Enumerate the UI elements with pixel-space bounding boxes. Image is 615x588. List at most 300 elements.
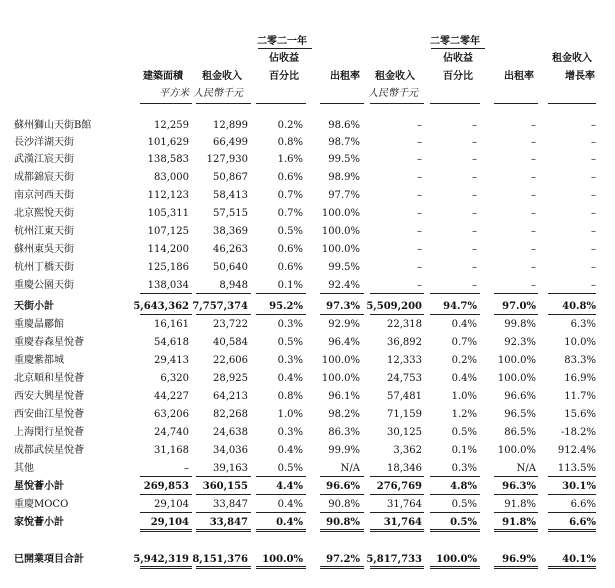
property-name-cell: 重慶MOCO [14,499,69,510]
subtotal-rule [320,494,364,495]
revenue-pct-cell: 0.8% [277,137,303,148]
subtotal-rule [370,476,424,477]
table-row [0,134,615,151]
gfa-cell: 114,200 [147,244,189,255]
occupancy-cell: 96.1% [328,391,360,402]
property-name-cell: 杭州江東天街 [14,226,74,237]
subtotal-rule [548,512,596,513]
gfa-cell: 29,413 [154,355,189,366]
header-year-2021: 二零二一年 [257,36,307,47]
header-rule-growth [548,103,596,104]
revenue-pct-2020-cell: – [472,226,477,237]
header-rental: 租金收入 [202,71,242,82]
table-row [0,406,615,423]
gfa-cell: 29,104 [154,499,189,510]
rental-cell: 57,515 [213,208,248,219]
rental-2020-cell: 22,318 [387,319,422,330]
property-name-cell: 已開業項目合計 [14,554,84,565]
property-name-cell: 杭州丁橋天街 [14,262,74,273]
total-double-rule [140,529,192,532]
revenue-pct-cell: 0.3% [277,427,303,438]
growth-cell: 6.6% [569,517,596,528]
occupancy-2020-cell: 96.5% [504,409,536,420]
revenue-pct-cell: 0.4% [277,499,303,510]
revenue-pct-2020-cell: 100.0% [436,554,477,565]
revenue-pct-cell: 0.2% [277,120,303,131]
revenue-pct-cell: 0.5% [277,337,303,348]
subtotal-rule [140,476,192,477]
total-double-rule [320,566,364,569]
header-rule-rent [196,103,251,104]
header-pct-line2: 百分比 [269,71,299,82]
revenue-pct-2020-cell: 0.5% [450,517,477,528]
total-double-rule [430,529,480,532]
rental-2020-cell: 30,125 [387,427,422,438]
revenue-pct-cell: 0.8% [277,391,303,402]
rental-cell: 66,499 [213,137,248,148]
table-row [0,316,615,333]
property-name-cell: 天街小計 [14,301,54,312]
gfa-cell: 269,853 [143,481,189,492]
total-double-rule [196,529,251,532]
revenue-pct-cell: 0.5% [277,226,303,237]
table-row [0,424,615,441]
subtotal-rule [196,476,251,477]
table-row [0,334,615,351]
subtotal-rule [140,512,192,513]
occupancy-2020-cell: – [531,244,536,255]
revenue-pct-2020-cell: 0.4% [451,319,477,330]
rental-2020-cell: 71,159 [387,409,422,420]
growth-cell: – [591,137,596,148]
table-row [0,298,615,315]
subtotal-rule [430,476,480,477]
revenue-pct-2020-cell: – [472,244,477,255]
header-rule-pct20 [430,103,480,104]
rental-2020-cell: 5,817,733 [366,554,422,565]
occupancy-2020-cell: 86.5% [504,427,536,438]
subtotal-rule [430,314,480,315]
revenue-pct-2020-cell: 0.1% [451,445,477,456]
subtotal-rule [140,314,192,315]
rental-cell: 7,757,374 [192,301,248,312]
growth-cell: 113.5% [557,463,596,474]
occupancy-2020-cell: 99.8% [504,319,536,330]
revenue-pct-2020-cell: 4.8% [450,481,477,492]
header-rule-rent20 [370,103,424,104]
gfa-cell: 44,227 [154,391,189,402]
rental-cell: 39,163 [213,463,248,474]
rental-cell: 8,948 [219,280,248,291]
rental-2020-cell: 31,764 [387,499,422,510]
growth-cell: 6.6% [570,499,596,510]
rental-cell: 46,263 [213,244,248,255]
header-rule-gfa [140,103,192,104]
revenue-pct-cell: 95.2% [269,301,303,312]
occupancy-cell: 97.2% [326,554,360,565]
table-row [0,277,615,294]
total-double-rule [370,566,424,569]
subtotal-rule [256,314,306,315]
occupancy-2020-cell: 91.8% [504,499,536,510]
occupancy-cell: 86.3% [328,427,360,438]
growth-cell: – [591,280,596,291]
total-double-rule [196,566,251,569]
rental-2020-cell: – [417,172,422,183]
total-double-rule [320,529,364,532]
rental-2020-cell: 5,509,200 [366,301,422,312]
occupancy-2020-cell: 96.9% [502,554,536,565]
subtotal-rule [256,293,306,294]
revenue-pct-cell: 0.7% [277,208,303,219]
occupancy-2020-cell: – [531,120,536,131]
rental-2020-cell: – [417,208,422,219]
revenue-pct-2020-cell: – [472,154,477,165]
rental-cell: 22,606 [213,355,248,366]
rental-2020-cell: 24,753 [387,373,422,384]
rental-cell: 360,155 [202,481,248,492]
subtotal-rule [494,314,538,315]
occupancy-2020-cell: 96.3% [502,481,536,492]
subtotal-rule [494,512,538,513]
revenue-pct-cell: 1.6% [277,154,303,165]
revenue-pct-cell: 0.4% [277,445,303,456]
property-name-cell: 蘇州東吳天街 [14,244,74,255]
revenue-pct-cell: 0.6% [277,244,303,255]
rental-cell: 33,847 [209,517,248,528]
revenue-pct-2020-cell: – [472,208,477,219]
property-name-cell: 西安曲江星悅薈 [14,409,84,420]
occupancy-cell: 100.0% [321,244,360,255]
occupancy-2020-cell: 91.8% [502,517,536,528]
occupancy-cell: 100.0% [321,208,360,219]
subtotal-rule [548,314,596,315]
occupancy-2020-cell: – [531,137,536,148]
occupancy-cell: 90.8% [328,499,360,510]
growth-cell: – [591,190,596,201]
revenue-pct-2020-cell: – [472,280,477,291]
occupancy-cell: 98.6% [328,120,360,131]
subtotal-rule [548,494,596,495]
revenue-pct-cell: 0.4% [276,517,303,528]
gfa-cell: 101,629 [147,137,189,148]
header-2021-rule [258,48,312,49]
rental-2020-cell: 31,764 [383,517,422,528]
property-name-cell: 北京順和星悅薈 [14,373,84,384]
table-row [0,205,615,222]
subtotal-rule [430,494,480,495]
rental-2020-cell: – [417,154,422,165]
property-name-cell: 北京熙悅天街 [14,208,74,219]
header-growth-line1: 租金收入 [552,53,592,64]
growth-cell: 16.9% [564,373,596,384]
revenue-pct-cell: 0.4% [277,373,303,384]
property-name-cell: 西安大興星悅薈 [14,391,84,402]
occupancy-2020-cell: – [531,262,536,273]
growth-cell: 912.4% [557,445,596,456]
revenue-pct-cell: 0.6% [277,172,303,183]
growth-cell: 30.1% [562,481,596,492]
property-name-cell: 成都武侯星悅薈 [14,445,84,456]
subtotal-rule [256,512,306,513]
rental-cell: 12,899 [213,120,248,131]
gfa-cell: 83,000 [154,172,189,183]
rental-2020-cell: 18,346 [387,463,422,474]
rental-2020-cell: 3,362 [393,445,422,456]
header-gfa: 建築面積 [143,71,183,82]
subtotal-rule [494,293,538,294]
property-name-cell: 家悅薈小計 [14,517,64,528]
revenue-pct-cell: 4.4% [276,481,303,492]
subtotal-rule [370,494,424,495]
total-double-rule [548,529,596,532]
subtotal-rule [430,512,480,513]
header-pct2020-line1: 佔收益 [443,53,473,64]
occupancy-cell: 100.0% [321,373,360,384]
occupancy-2020-cell: 100.0% [497,355,536,366]
rental-cell: 40,584 [213,337,248,348]
table-row [0,460,615,477]
rental-2020-cell: 57,481 [387,391,422,402]
revenue-pct-2020-cell: 0.3% [451,463,477,474]
table-row [0,388,615,405]
property-name-cell: 成都錦宸天街 [14,172,74,183]
occupancy-2020-cell: 100.0% [497,373,536,384]
rental-cell: 28,925 [213,373,248,384]
rental-2020-cell: – [417,262,422,273]
gfa-cell: 5,942,319 [133,554,189,565]
rental-cell: 33,847 [213,499,248,510]
revenue-pct-2020-cell: 0.5% [451,427,477,438]
occupancy-cell: 90.8% [326,517,360,528]
property-name-cell: 武漢江宸天街 [14,154,74,165]
subtotal-rule [370,512,424,513]
header-rental-2020: 租金收入 [375,71,415,82]
rental-cell: 23,722 [213,319,248,330]
occupancy-2020-cell: 97.0% [502,301,536,312]
revenue-pct-cell: 0.7% [277,190,303,201]
occupancy-cell: 99.5% [328,154,360,165]
table-row [0,117,615,134]
rental-cell: 82,268 [213,409,248,420]
subtotal-rule [320,314,364,315]
occupancy-cell: N/A [340,463,360,474]
gfa-cell: 29,104 [150,517,189,528]
rental-cell: 64,213 [213,391,248,402]
rental-2020-cell: 276,769 [376,481,422,492]
revenue-pct-cell: 100.0% [262,554,303,565]
growth-cell: 10.0% [564,337,596,348]
revenue-pct-2020-cell: 94.7% [443,301,477,312]
growth-cell: 15.6% [564,409,596,420]
header-rule-occ20 [494,103,538,104]
table-row [0,169,615,186]
header-year-2020: 二零二零年 [430,36,480,47]
occupancy-2020-cell: N/A [516,463,536,474]
growth-cell: – [591,154,596,165]
occupancy-cell: 97.3% [326,301,360,312]
growth-cell: 11.7% [564,391,596,402]
growth-cell: – [591,172,596,183]
rental-2020-cell: – [417,280,422,291]
occupancy-cell: 92.9% [328,319,360,330]
subtotal-rule [320,293,364,294]
unit-rmb-2020: 人民幣千元 [368,88,418,99]
revenue-pct-cell: 1.0% [277,409,303,420]
header-2020-rule [431,48,485,49]
table-row [0,223,615,240]
property-name-cell: 長沙洋湖天街 [14,137,74,148]
occupancy-2020-cell: – [531,208,536,219]
occupancy-cell: 98.7% [328,137,360,148]
rental-2020-cell: – [417,226,422,237]
table-row [0,259,615,276]
total-double-rule [494,529,538,532]
property-name-cell: 重慶春森星悅薈 [14,337,84,348]
rental-cell: 50,867 [213,172,248,183]
table-row [0,352,615,369]
occupancy-cell: 100.0% [321,355,360,366]
header-rule-pct [256,103,306,104]
occupancy-cell: 92.4% [328,280,360,291]
occupancy-cell: 100.0% [321,226,360,237]
occupancy-2020-cell: – [531,280,536,291]
occupancy-2020-cell: – [531,226,536,237]
revenue-pct-2020-cell: – [472,172,477,183]
occupancy-cell: 96.6% [326,481,360,492]
subtotal-rule [140,293,192,294]
gfa-cell: 63,206 [154,409,189,420]
header-occupancy: 出租率 [330,71,360,82]
subtotal-rule [256,494,306,495]
table-row [0,187,615,204]
property-name-cell: 蘇州獅山天街B館 [14,120,92,131]
occupancy-2020-cell: 92.3% [504,337,536,348]
subtotal-rule [548,476,596,477]
table-row [0,478,615,495]
gfa-cell: 16,161 [154,319,189,330]
revenue-pct-2020-cell: – [472,262,477,273]
growth-cell: 40.1% [562,554,596,565]
subtotal-rule [494,476,538,477]
rental-cell: 34,036 [213,445,248,456]
property-name-cell: 重慶紫都城 [14,355,64,366]
subtotal-rule [196,293,251,294]
occupancy-2020-cell: – [531,190,536,201]
header-pct2020-line2: 百分比 [443,71,473,82]
rental-2020-cell: – [417,137,422,148]
revenue-pct-2020-cell: 1.0% [451,391,477,402]
revenue-pct-2020-cell: 0.2% [451,355,477,366]
revenue-pct-cell: 0.1% [277,280,303,291]
total-double-rule [256,566,306,569]
revenue-pct-2020-cell: – [472,137,477,148]
growth-cell: – [591,226,596,237]
header-rule-occ [320,103,364,104]
growth-cell: 83.3% [564,355,596,366]
rental-2020-cell: – [417,120,422,131]
growth-cell: 6.3% [570,319,596,330]
revenue-pct-cell: 0.5% [277,463,303,474]
occupancy-cell: 98.2% [328,409,360,420]
revenue-pct-2020-cell: 0.7% [451,337,477,348]
table-row [0,241,615,258]
property-name-cell: 南京河西天街 [14,190,74,201]
rental-cell: 58,413 [213,190,248,201]
property-name-cell: 星悅薈小計 [14,481,64,492]
occupancy-cell: 99.9% [328,445,360,456]
growth-cell: – [591,208,596,219]
property-name-cell: 其他 [14,463,34,474]
subtotal-rule [256,476,306,477]
occupancy-cell: 98.9% [328,172,360,183]
table-row [0,496,615,513]
subtotal-rule [196,494,251,495]
revenue-pct-cell: 0.3% [277,319,303,330]
subtotal-rule [320,512,364,513]
subtotal-rule [196,512,251,513]
growth-cell: – [591,244,596,255]
total-double-rule [370,529,424,532]
unit-rmb: 人民幣千元 [193,88,243,99]
revenue-pct-cell: 0.3% [277,355,303,366]
revenue-pct-2020-cell: – [472,120,477,131]
table-row [0,442,615,459]
occupancy-cell: 99.5% [328,262,360,273]
property-name-cell: 重慶晶酈館 [14,319,64,330]
header-growth-line2: 增長率 [565,71,595,82]
total-double-rule [140,566,192,569]
subtotal-rule [370,293,424,294]
gfa-cell: 125,186 [147,262,189,273]
occupancy-2020-cell: 96.6% [504,391,536,402]
subtotal-rule [494,494,538,495]
revenue-pct-2020-cell: – [472,190,477,201]
revenue-pct-2020-cell: 1.2% [451,409,477,420]
rental-2020-cell: 12,333 [387,355,422,366]
gfa-cell: 6,320 [160,373,189,384]
rental-2020-cell: 36,892 [387,337,422,348]
rental-cell: 38,369 [213,226,248,237]
unit-sqm: 平方米 [159,88,189,99]
growth-cell: – [591,120,596,131]
gfa-cell: – [184,463,189,474]
gfa-cell: 105,311 [147,208,189,219]
occupancy-2020-cell: – [531,154,536,165]
growth-cell: 40.8% [562,301,596,312]
subtotal-rule [430,293,480,294]
total-double-rule [256,529,306,532]
gfa-cell: 24,740 [154,427,189,438]
table-row [0,151,615,168]
growth-cell: – [591,262,596,273]
gfa-cell: 31,168 [154,445,189,456]
subtotal-rule [370,314,424,315]
rental-2020-cell: – [417,190,422,201]
revenue-pct-cell: 0.6% [277,262,303,273]
rental-cell: 24,638 [213,427,248,438]
gfa-cell: 112,123 [147,190,189,201]
total-double-rule [494,566,538,569]
gfa-cell: 107,125 [147,226,189,237]
occupancy-cell: 96.4% [328,337,360,348]
subtotal-rule [548,293,596,294]
rental-2020-cell: – [417,244,422,255]
occupancy-2020-cell: 100.0% [497,445,536,456]
revenue-pct-2020-cell: 0.5% [451,499,477,510]
gfa-cell: 12,259 [154,120,189,131]
occupancy-2020-cell: – [531,172,536,183]
